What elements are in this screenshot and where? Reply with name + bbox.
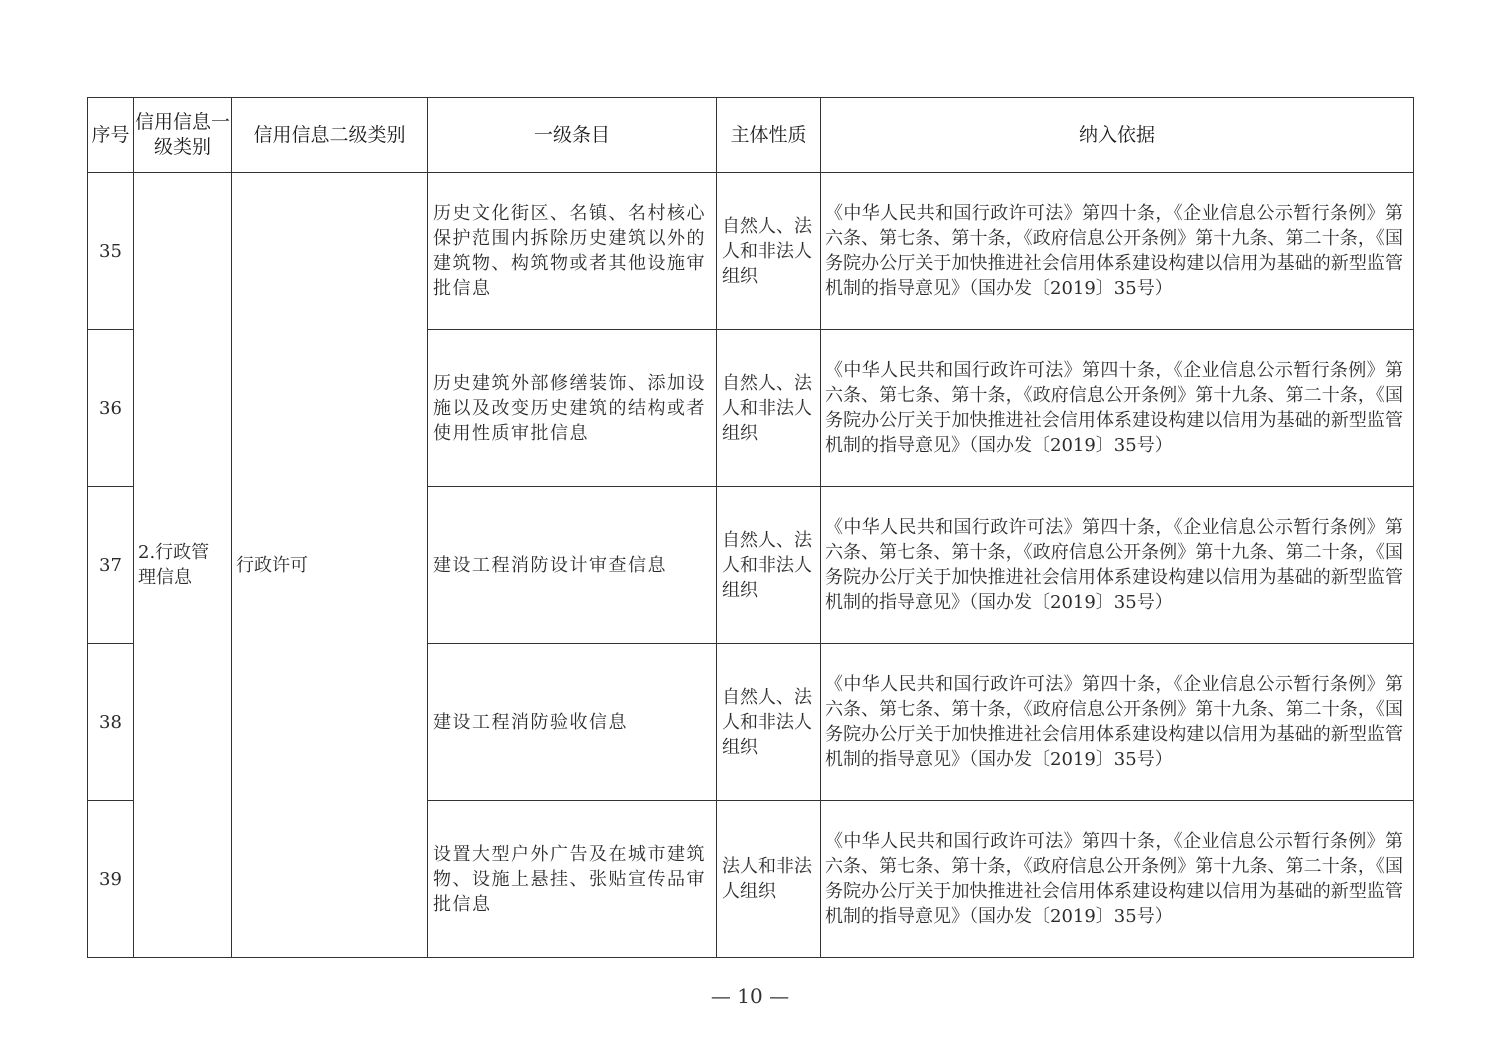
- header-category2: 信用信息二级类别: [232, 98, 428, 173]
- header-subject: 主体性质: [717, 98, 821, 173]
- credit-info-table: [87, 97, 1414, 958]
- row-subject: 自然人、法人和非法人组织: [717, 173, 821, 330]
- table-header-row: [88, 98, 1414, 173]
- category1-cell: 2.行政管理信息: [134, 173, 232, 958]
- row-seq: 37: [88, 487, 134, 644]
- row-basis: 《中华人民共和国行政许可法》第四十条，《企业信息公示暂行条例》第六条、第七条、第十条，《政府信息公开条例》第十九条、第二十条，《国务院办公厅关于加快推进社会信用体系建设构建以信用为基础的新型监管机制的指导意见》（国办发〔2019〕35号）: [821, 644, 1414, 801]
- row-basis: 《中华人民共和国行政许可法》第四十条，《企业信息公示暂行条例》第六条、第七条、第十条，《政府信息公开条例》第十九条、第二十条，《国务院办公厅关于加快推进社会信用体系建设构建以信用为基础的新型监管机制的指导意见》（国办发〔2019〕35号）: [821, 801, 1414, 958]
- row-subject: 自然人、法人和非法人组织: [717, 330, 821, 487]
- row-seq: 38: [88, 644, 134, 801]
- row-item: 建设工程消防验收信息: [428, 644, 717, 801]
- row-basis: 《中华人民共和国行政许可法》第四十条，《企业信息公示暂行条例》第六条、第七条、第十条，《政府信息公开条例》第十九条、第二十条，《国务院办公厅关于加快推进社会信用体系建设构建以信用为基础的新型监管机制的指导意见》（国办发〔2019〕35号）: [821, 173, 1414, 330]
- header-seq: 序号: [88, 98, 134, 173]
- row-seq: 39: [88, 801, 134, 958]
- row-basis: 《中华人民共和国行政许可法》第四十条，《企业信息公示暂行条例》第六条、第七条、第十条，《政府信息公开条例》第十九条、第二十条，《国务院办公厅关于加快推进社会信用体系建设构建以信用为基础的新型监管机制的指导意见》（国办发〔2019〕35号）: [821, 330, 1414, 487]
- row-seq: 36: [88, 330, 134, 487]
- row-subject: 自然人、法人和非法人组织: [717, 644, 821, 801]
- row-subject: 法人和非法人组织: [717, 801, 821, 958]
- table-row: [88, 173, 1414, 330]
- row-item: 建设工程消防设计审查信息: [428, 487, 717, 644]
- header-item: 一级条目: [428, 98, 717, 173]
- row-item: 历史建筑外部修缮装饰、添加设施以及改变历史建筑的结构或者使用性质审批信息: [428, 330, 717, 487]
- header-basis: 纳入依据: [821, 98, 1414, 173]
- header-category1: 信用信息一级类别: [134, 98, 232, 173]
- row-subject: 自然人、法人和非法人组织: [717, 487, 821, 644]
- row-seq: 35: [88, 173, 134, 330]
- category2-cell: 行政许可: [232, 173, 428, 958]
- row-item: 设置大型户外广告及在城市建筑物、设施上悬挂、张贴宣传品审批信息: [428, 801, 717, 958]
- row-basis: 《中华人民共和国行政许可法》第四十条，《企业信息公示暂行条例》第六条、第七条、第十条，《政府信息公开条例》第十九条、第二十条，《国务院办公厅关于加快推进社会信用体系建设构建以信用为基础的新型监管机制的指导意见》（国办发〔2019〕35号）: [821, 487, 1414, 644]
- page-number: — 10 —: [710, 984, 790, 1008]
- row-item: 历史文化街区、名镇、名村核心保护范围内拆除历史建筑以外的建筑物、构筑物或者其他设施审批信息: [428, 173, 717, 330]
